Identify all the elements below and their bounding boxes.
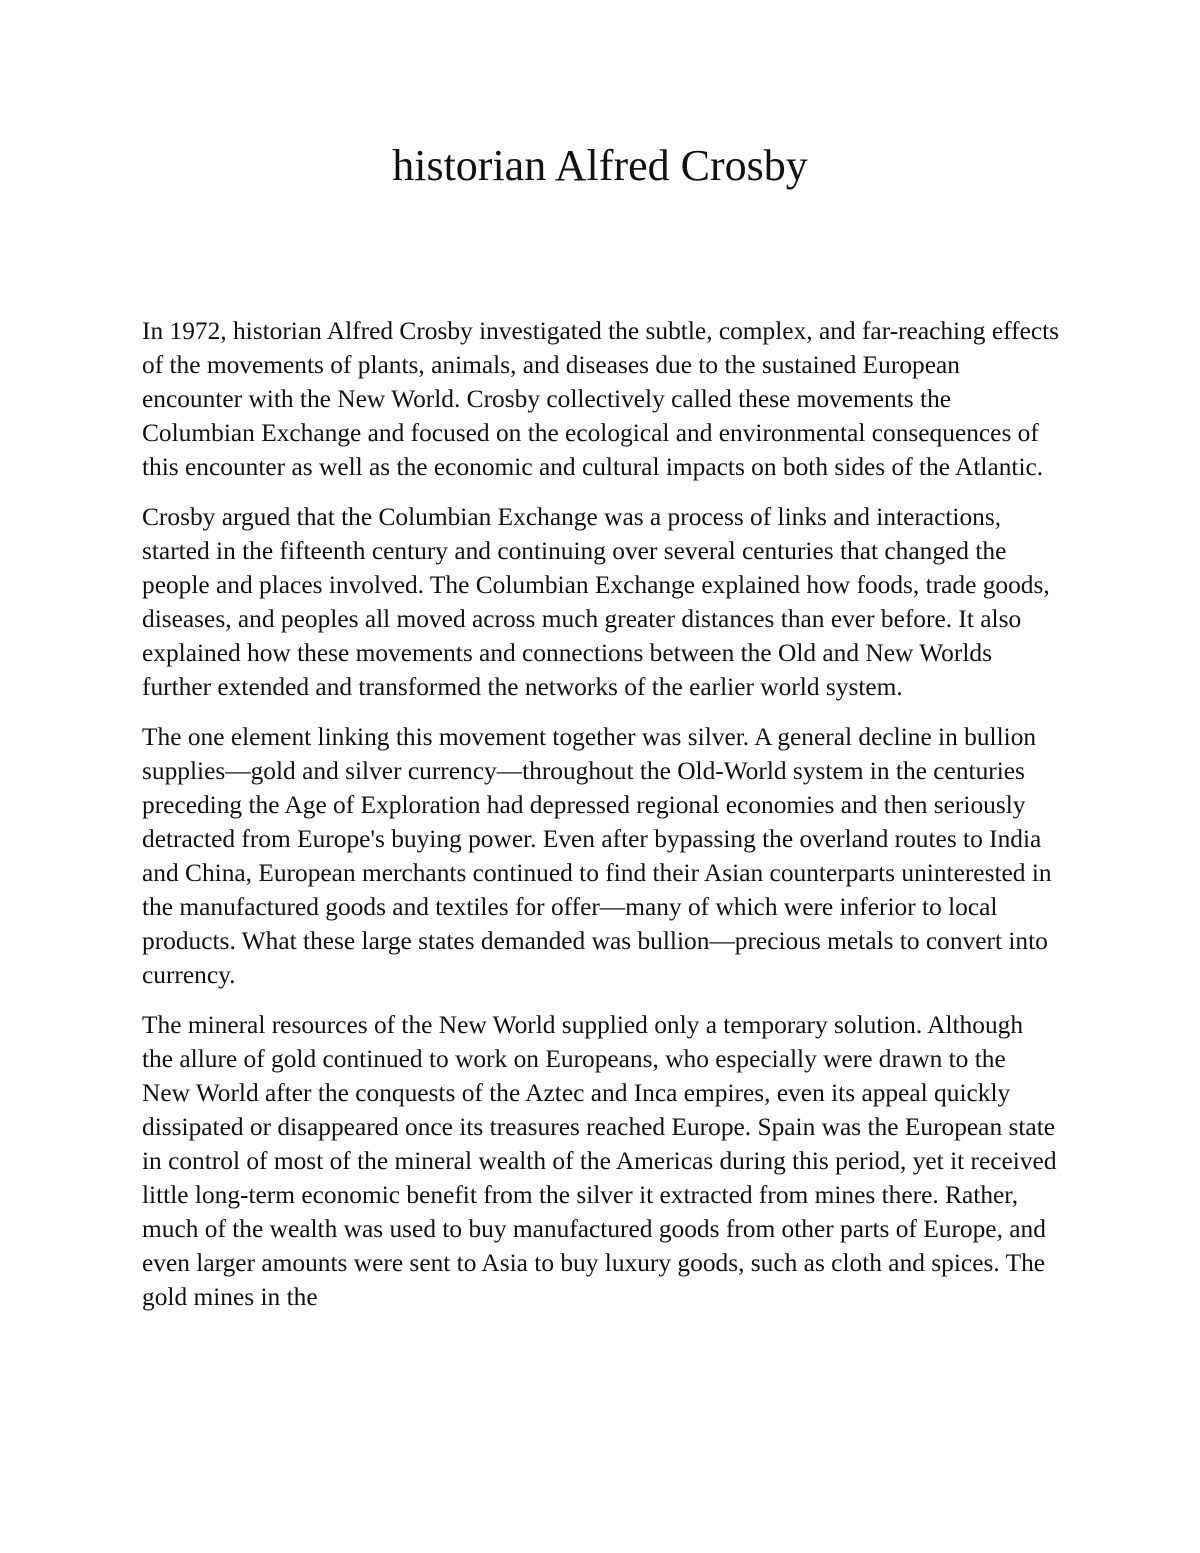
paragraph-2: Crosby argued that the Columbian Exchange was a process of links and interactions, started in the fifteenth century and continuing over several centuries that changed the people and places involved. The Columbian Exchange explained how foods, trade goods, diseases, and peoples all moved across much greater distances than ever before. It also explained how these movements and connections between the Old and New Worlds further extended and transformed the networks of the earlier world system. bbox=[142, 503, 1050, 701]
paragraph-3: The one element linking this movement together was silver. A general decline in bullion supplies—gold and silver currency—throughout the Old-World system in the centuries preceding the Age of Exploration had depressed regional economies and then seriously detracted from Europe's buying power. Even after bypassing the overland routes to India and China, European merchants continued to find their Asian counterparts uninterested in the manufactured goods and textiles for offer—many of which were inferior to local products. What these large states demanded was bullion—precious metals to convert into currency. bbox=[142, 723, 1052, 989]
paragraph-4: The mineral resources of the New World supplied only a temporary solution. Although the allure of gold continued to work on Europeans, who especially were drawn to the New World after the conquests of the Aztec and Inca empires, even its appeal quickly dissipated or disappeared once its treasures reached Europe. Spain was the European state in control of most of the mineral wealth of the Americas during this period, yet it received little long-term economic benefit from the silver it extracted from mines there. Rather, much of the wealth was used to buy manufactured goods from other parts of Europe, and even larger amounts were sent to Asia to buy luxury goods, such as cloth and spices. The gold mines in the bbox=[142, 1011, 1057, 1311]
document-title: historian Alfred Crosby bbox=[392, 141, 808, 190]
paragraph-1: In 1972, historian Alfred Crosby investigated the subtle, complex, and far-reaching effects of the movements of plants, animals, and diseases due to the sustained European encounter with the New World. Crosby collectively called these movements the Columbian Exchange and focused on the ecological and environmental consequences of this encounter as well as the economic and cultural impacts on both sides of the Atlantic. bbox=[142, 317, 1060, 481]
document-body bbox=[142, 314, 1060, 1330]
